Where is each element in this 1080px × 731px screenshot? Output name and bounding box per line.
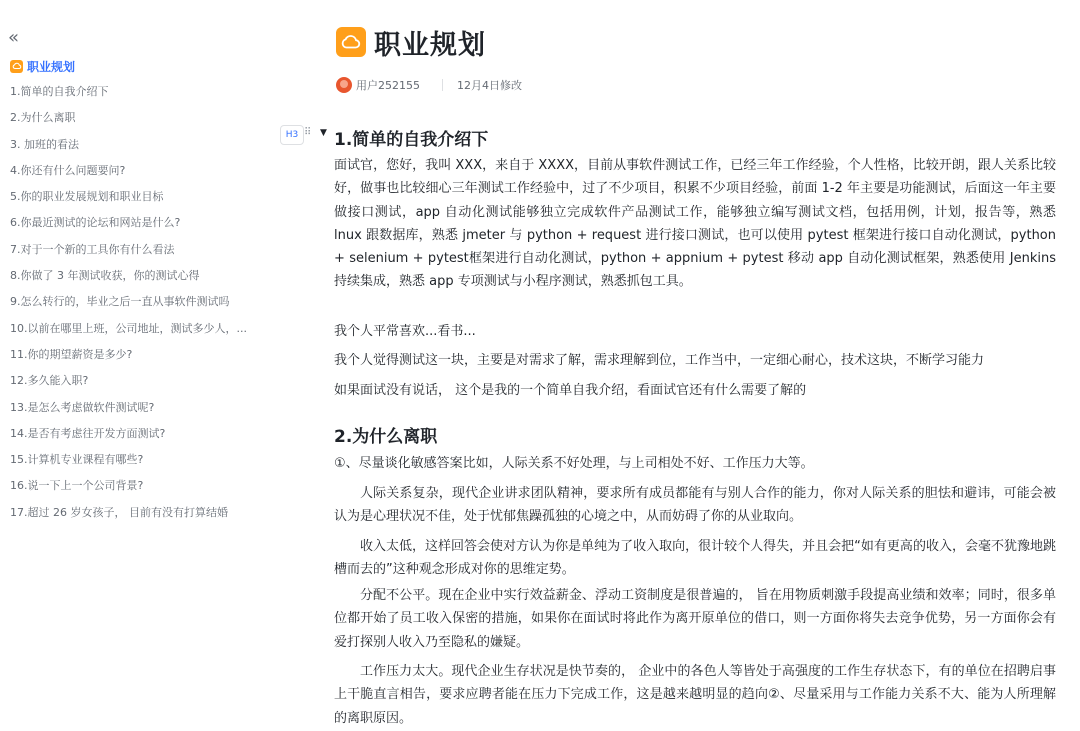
outline-item[interactable]: 16.说一下上一个公司背景? bbox=[10, 479, 144, 493]
outline-item[interactable]: 15.计算机专业课程有哪些? bbox=[10, 453, 144, 467]
outline-item[interactable]: 11.你的期望薪资是多少? bbox=[10, 347, 133, 361]
outline-item[interactable]: 14.是否有考虑往开发方面测试? bbox=[10, 426, 166, 440]
outline-title-label: 职业规划 bbox=[27, 59, 76, 74]
outline-item[interactable]: 8.你做了 3 年测试收获，你的测试心得 bbox=[10, 269, 200, 283]
outline-item[interactable]: 6.你最近测试的论坛和网站是什么? bbox=[10, 216, 181, 230]
paragraph: 我个人觉得测试这一块，主要是对需求了解，需求理解到位，工作当中，一定细心耐心，技术这块，不断学习能力 bbox=[334, 353, 985, 368]
outline-item[interactable]: 3. 加班的看法 bbox=[10, 137, 79, 151]
paragraph: 面试官，您好，我叫 XXX，来自于 XXXX，目前从事软件测试工作，已经三年工作经验，个人性格，比较开朗，跟人关系比较好，做事也比较细心三年测试工作经验中，过了不少项目，积累不少项目经验，前面 1-2 年主要是功能测试，后面这一年主要做接口测试，app 自动化测试能够独立完成软件产品测试工作，能够独立编写测试文档，包括用例，计划，报告等，熟悉 lnux 跟数据库，熟悉 jmeter 与 python + request 进行接口测试，也可以使用 pytest 框架进行接口自动化测试，python + selenium + pytest框架进行自动化测试，python + appnium + pytest 移动 app 自动化测试框架，熟悉使用 Jenkins 持续集成，熟悉 app 专项测试与小程序测试，熟悉抓包工具。 bbox=[334, 158, 1056, 290]
outline-item[interactable]: 2.为什么离职 bbox=[10, 111, 76, 125]
paragraph: ①、尽量谈化敏感答案比如，人际关系不好处理，与上司相处不好、工作压力大等。 bbox=[334, 456, 814, 471]
paragraph: 如果面试没有说话， 这个是我的一个简单自我介绍，看面试官还有什么需要了解的 bbox=[334, 383, 807, 398]
paragraph: 人际关系复杂，现代企业讲求团队精神，要求所有成员都能有与别人合作的能力，你对人际关系的胆怯和避讳，可能会被认为是心理状况不佳，处于忧郁焦躁孤独的心境之中，从而妨碍了你的从业取向。 bbox=[334, 486, 1056, 525]
paragraph: 工作压力太大。现代企业生存状况是快节奏的， 企业中的各色人等皆处于高强度的工作生存状态下，有的单位在招聘启事上干脆直言相告，要求应聘者能在压力下完成工作，这是越来越明显的趋向②、尽量采用与工作能力关系不大、能为人所理解的离职原因。 bbox=[334, 664, 1056, 726]
double-chevron-left-icon[interactable]: « bbox=[8, 27, 20, 48]
outline-item[interactable]: 17.超过 26 岁女孩子， 目前有没有打算结婚 bbox=[10, 505, 228, 519]
doc-header bbox=[334, 22, 486, 62]
cloud-icon bbox=[10, 60, 23, 73]
drag-handle-icon[interactable]: ⠿ bbox=[304, 127, 311, 138]
outline-item[interactable]: 1.简单的自我介绍下 bbox=[10, 85, 109, 98]
page-title: 职业规划 bbox=[374, 29, 486, 61]
section-heading: 1.简单的自我介绍下 bbox=[334, 130, 489, 150]
doc-meta bbox=[336, 76, 522, 94]
outline-item[interactable]: 9.怎么转行的，毕业之后一直从事软件测试吗 bbox=[10, 295, 230, 309]
outline-item[interactable]: 10.以前在哪里上班，公司地址，测试多少人，... bbox=[10, 321, 247, 335]
heading-level-tag[interactable]: H3 bbox=[280, 125, 304, 145]
outline-sidebar bbox=[0, 0, 280, 731]
outline-title[interactable] bbox=[10, 57, 75, 75]
outline-item[interactable]: 5.你的职业发展规划和职业目标 bbox=[10, 190, 164, 204]
paragraph: 分配不公平。现在企业中实行效益薪金、浮动工资制度是很普遍的， 旨在用物质刺激手段提高业绩和效率；同时，很多单位都开始了员工收入保密的措施，如果你在面试时将此作为离开原单位的借口，则一方面你将失去竞争优势，另一方面你会有爱打探别人收入乃至隐私的嫌疑。 bbox=[334, 588, 1056, 650]
modified-time: 12月4日修改 bbox=[457, 79, 522, 92]
divider bbox=[442, 79, 443, 91]
author-name[interactable]: 用户252155 bbox=[356, 79, 420, 92]
outline-item[interactable]: 4.你还有什么问题要问? bbox=[10, 163, 126, 177]
outline-item[interactable]: 13.是怎么考虑做软件测试呢? bbox=[10, 400, 155, 414]
avatar[interactable] bbox=[336, 77, 352, 93]
cloud-icon[interactable] bbox=[336, 27, 366, 57]
outline-item[interactable]: 12.多久能入职? bbox=[10, 374, 89, 388]
outline-list bbox=[10, 79, 278, 526]
paragraph: 收入太低，这样回答会使对方认为你是单纯为了收入取向，很计较个人得失，并且会把“如有更高的收入，会毫不犹豫地跳槽而去的”这种观念形成对你的思维定势。 bbox=[334, 539, 1056, 578]
paragraph: 我个人平常喜欢...看书... bbox=[334, 324, 476, 339]
collapse-caret-icon[interactable]: ▼ bbox=[320, 128, 327, 138]
section-heading: 2.为什么离职 bbox=[334, 427, 438, 447]
outline-item[interactable]: 7.对于一个新的工具你有什么看法 bbox=[10, 242, 175, 256]
